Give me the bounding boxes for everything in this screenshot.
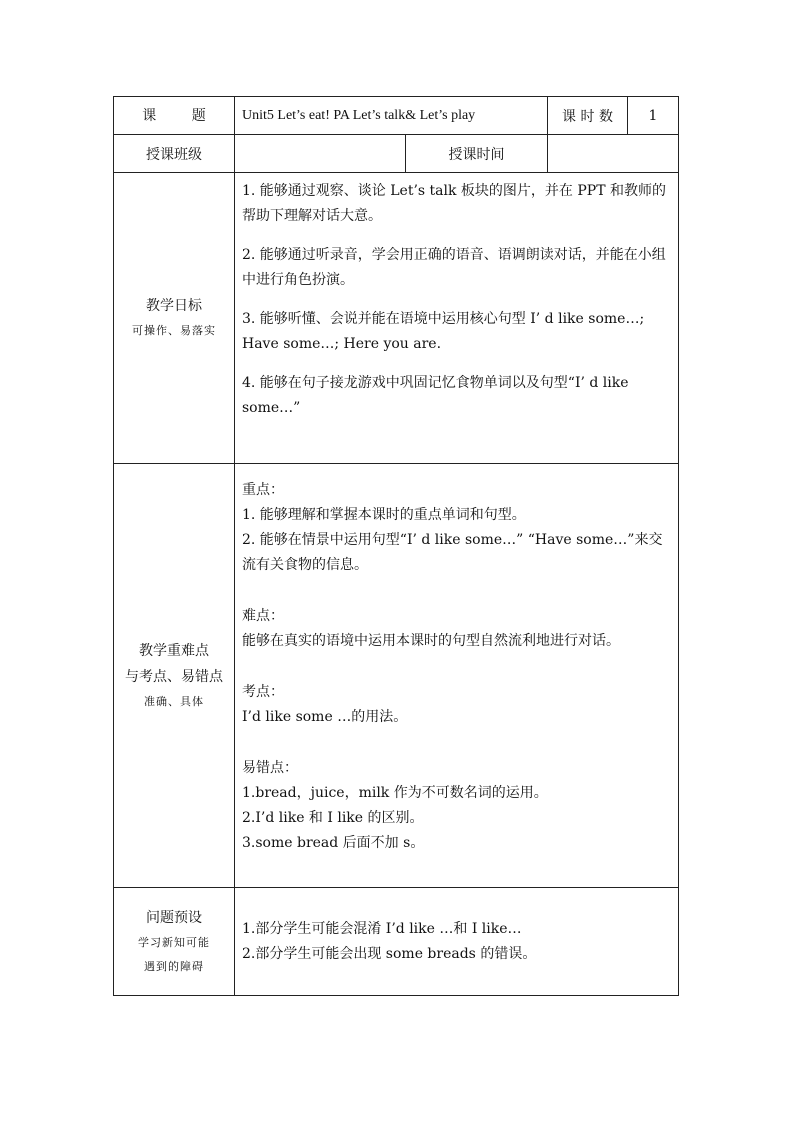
difficult-text: 能够在真实的语境中运用本课时的句型自然流利地进行对话。 — [242, 633, 620, 649]
keypoints-row — [114, 464, 679, 888]
topic-label: 课 题 — [142, 107, 206, 124]
objective-item: 2. 能够通过听录音，学会用正确的语音、语调朗读对话，并能在小组中进行角色扮演。 — [242, 247, 666, 288]
topic-value: Unit5 Let’s eat! PA Let’s talk& Let’s play — [235, 97, 548, 135]
periods-value: 1 — [628, 97, 679, 135]
lesson-plan-table — [113, 96, 679, 996]
problems-sublabel-line2: 遇到的障碍 — [144, 959, 204, 973]
problems-label: 问题预设 — [146, 909, 202, 926]
error-item: 2.I’d like 和 I like 的区别。 — [242, 810, 424, 826]
objectives-label-cell — [114, 173, 235, 464]
objectives-content — [235, 173, 679, 464]
problem-item: 2.部分学生可能会出现 some breads 的错误。 — [242, 945, 537, 962]
difficult-title: 难点： — [242, 608, 284, 624]
class-value — [235, 135, 406, 173]
problem-item: 1.部分学生可能会混淆 I’d like …和 I like… — [242, 920, 522, 937]
topic-row — [114, 97, 679, 135]
keypoints-content — [235, 464, 679, 888]
problems-content — [235, 888, 679, 996]
error-item: 3.some bread 后面不加 s。 — [242, 835, 425, 851]
keypoints-label-line2: 与考点、易错点 — [125, 668, 223, 685]
objective-item: 4. 能够在句子接龙游戏中巩固记忆食物单词以及句型“I’ d like some…” — [242, 375, 629, 416]
error-item: 1.bread，juice，milk 作为不可数名词的运用。 — [242, 785, 548, 801]
objective-item: 3. 能够听懂、会说并能在语境中运用核心句型 I’ d like some…; Have some…; Here you are. — [242, 311, 645, 352]
keypoints-label-line1: 教学重难点 — [139, 642, 209, 659]
keypoints-sublabel: 准确、具体 — [144, 694, 204, 708]
periods-label: 课 时 数 — [548, 97, 628, 135]
keypoints-label-cell — [114, 464, 235, 888]
objectives-label: 教学日标 — [146, 298, 202, 314]
time-label: 授课时间 — [406, 135, 548, 173]
time-value — [548, 135, 679, 173]
error-title: 易错点： — [242, 760, 298, 776]
key-item: 1. 能够理解和掌握本课时的重点单词和句型。 — [242, 507, 526, 523]
key-title: 重点： — [242, 482, 284, 498]
exam-title: 考点： — [242, 684, 284, 700]
topic-label-cell — [114, 97, 235, 135]
problems-label-cell — [114, 888, 235, 996]
objectives-row — [114, 173, 679, 464]
objective-item: 1. 能够通过观察、谈论 Let’s talk 板块的图片，并在 PPT 和教师的帮助下理解对话大意。 — [242, 183, 667, 224]
class-label: 授课班级 — [114, 135, 235, 173]
exam-text: I’d like some …的用法。 — [242, 709, 408, 725]
objectives-sublabel: 可操作、易落实 — [132, 324, 216, 337]
class-row — [114, 135, 679, 173]
problems-row — [114, 888, 679, 996]
problems-sublabel-line1: 学习新知可能 — [138, 935, 210, 949]
key-item: 2. 能够在情景中运用句型“I’ d like some…” “Have some…”来交流有关食物的信息。 — [242, 532, 663, 573]
